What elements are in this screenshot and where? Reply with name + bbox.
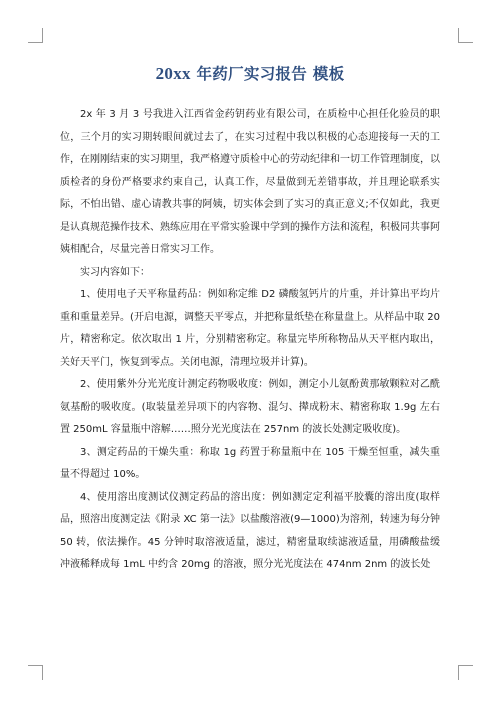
page-corner-mark-bottom-right [458,665,473,680]
paragraph-item-2: 2、使用紫外分光光度计测定药物吸收度：例如，测定小儿氨酚黄那敏颗粒对乙酰氨基酚的吸收度。(取装量差异项下的内容物、混匀、撵成粉末、精密称取 1.9g 左右置 250mL 容量瓶中溶解……照分光光度法在 257nm 的波长处测定吸收度)。 [60,379,440,435]
paragraph-item-4: 4、使用溶出度测试仪测定药品的溶出度：例如测定定利福平胶囊的溶出度(取样品，照溶出度测定法《附录 XC 第一法》以盐酸溶液(9—1000)为溶剂，转速为每分钟 50 转，依法操作。45 分钟时取溶液适量，滤过，精密量取续滤液适量，用磷酸盐缓冲液稀释成每 1mL 中约含 20mg 的溶液，照分光光度法在 474nm 2nm 的波长处 [60,491,440,570]
document-page [60,62,440,577]
page-corner-mark-top-right [458,28,473,43]
document-title [60,62,440,84]
page-corner-mark-bottom-left [28,665,43,680]
paragraph-item-3: 3、测定药品的干燥失重：称取 1g 药置于称量瓶中在 105 干燥至恒重，减失重量不得超过 10%。 [60,446,440,480]
paragraph-content-heading: 实习内容如下： [80,266,150,278]
paragraph-item-1: 1、使用电子天平称量药品：例如称定维 D2 磷酸氢钙片的片重，并计算出平均片重和重量差异。(开启电源，调整天平零点，并把称量纸垫在称量盘上。从样品中取 20 片，精密称定。依次取出 1 片，分别精密称定。称量完毕所称物品从天平框内取出，关好天平门，恢复到零点。关闭电源，清理垃圾并计算)。 [60,289,440,368]
paragraph-intro: 2x 年 3 月 3 号我进入江西省金药钥药业有限公司，在质检中心担任化验员的职位，三个月的实习期转眼间就过去了，在实习过程中我以积极的心态迎接每一天的工作，在刚刚结束的实习期里，我严格遵守质检中心的劳动纪律和一切工作管理制度，以质检者的身份严格要求约束自己，认真工作，尽量做到无差错事故，并且理论联系实际，不怕出错、虚心请教共事的阿姨，切实体会到了实习的真正意义;不仅如此，我更是认真规范操作技术、熟练应用在平常实验课中学到的操作方法和流程，积极同共事阿姨相配合，尽量完善日常实习工作。 [60,109,440,255]
title-text: 年药厂实习报告 模板 [190,65,345,83]
page-corner-mark-top-left [28,28,43,43]
title-year: 20xx [155,64,191,83]
